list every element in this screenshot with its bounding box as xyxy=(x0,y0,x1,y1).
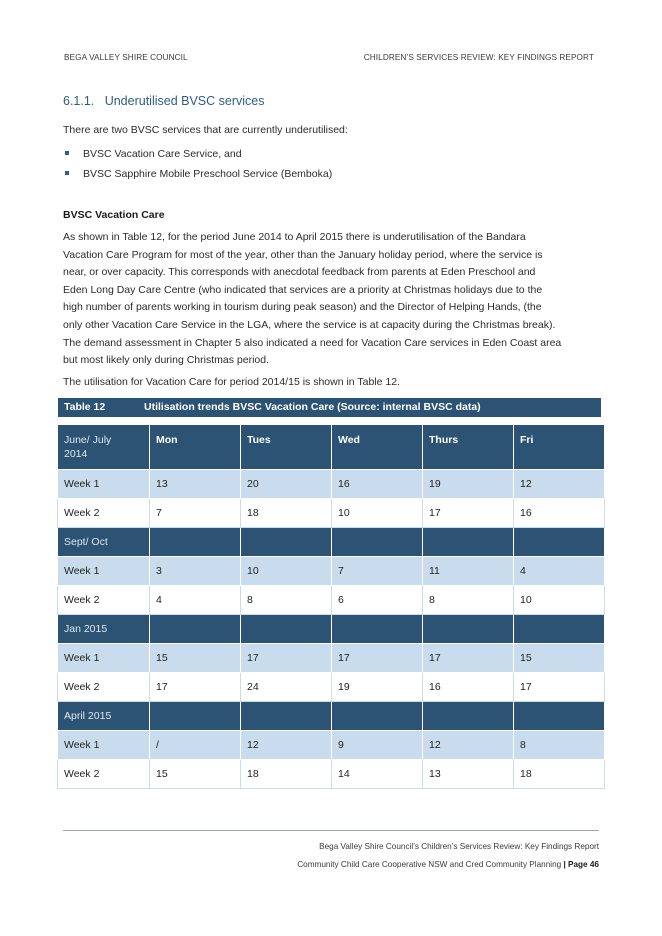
value-cell: 17 xyxy=(241,644,332,673)
empty-cell xyxy=(514,615,605,644)
value-cell: 20 xyxy=(241,470,332,499)
value-cell: 24 xyxy=(241,673,332,702)
running-header-left: BEGA VALLEY SHIRE COUNCIL xyxy=(64,53,188,62)
value-cell: 7 xyxy=(150,499,241,528)
table-caption xyxy=(58,398,601,417)
value-cell: 4 xyxy=(150,586,241,615)
value-cell: 17 xyxy=(423,499,514,528)
empty-cell xyxy=(332,702,423,731)
period-group-row xyxy=(58,528,605,557)
bullet-square-icon xyxy=(65,171,69,175)
value-cell: 13 xyxy=(423,760,514,789)
period-group-row xyxy=(58,702,605,731)
table-row xyxy=(58,470,605,499)
empty-cell xyxy=(150,528,241,557)
running-header-right: CHILDREN’S SERVICES REVIEW: KEY FINDINGS REPORT xyxy=(363,53,594,62)
header-period-line: 2014 xyxy=(64,448,88,460)
value-cell: 11 xyxy=(423,557,514,586)
empty-cell xyxy=(150,615,241,644)
value-cell: 17 xyxy=(514,673,605,702)
value-cell: 12 xyxy=(514,470,605,499)
period-label-cell: Sept/ Oct xyxy=(58,528,150,557)
value-cell: 15 xyxy=(514,644,605,673)
paragraph-line: high number of parents working in tourism during peak season) and the Director of Helping Hands, (the xyxy=(63,301,542,314)
table-row xyxy=(58,499,605,528)
empty-cell xyxy=(423,528,514,557)
value-cell: 4 xyxy=(514,557,605,586)
table-row xyxy=(58,586,605,615)
value-cell: 13 xyxy=(150,470,241,499)
value-cell: 19 xyxy=(332,673,423,702)
value-cell: 12 xyxy=(241,731,332,760)
header-day-cell: Thurs xyxy=(423,425,514,470)
empty-cell xyxy=(423,702,514,731)
value-cell: 12 xyxy=(423,731,514,760)
bullet-text: BVSC Vacation Care Service, and xyxy=(83,148,242,160)
period-label-cell: April 2015 xyxy=(58,702,150,731)
value-cell: 16 xyxy=(332,470,423,499)
value-cell: 10 xyxy=(332,499,423,528)
value-cell: 16 xyxy=(514,499,605,528)
table-caption-text: Utilisation trends BVSC Vacation Care (Source: internal BVSC data) xyxy=(144,401,481,413)
bullet-square-icon xyxy=(65,151,69,155)
week-label-cell: Week 2 xyxy=(58,760,150,789)
empty-cell xyxy=(332,615,423,644)
value-cell: 17 xyxy=(332,644,423,673)
empty-cell xyxy=(241,702,332,731)
value-cell: 9 xyxy=(332,731,423,760)
empty-cell xyxy=(241,615,332,644)
table-row xyxy=(58,644,605,673)
page-number: | Page 46 xyxy=(563,860,599,869)
paragraph-line: The demand assessment in Chapter 5 also indicated a need for Vacation Care services in Eden Coast area xyxy=(63,336,562,349)
week-label-cell: Week 1 xyxy=(58,644,150,673)
value-cell: 18 xyxy=(514,760,605,789)
value-cell: 18 xyxy=(241,499,332,528)
value-cell: 18 xyxy=(241,760,332,789)
value-cell: 8 xyxy=(514,731,605,760)
value-cell: 6 xyxy=(332,586,423,615)
table-caption-number: Table 12 xyxy=(64,401,106,413)
empty-cell xyxy=(514,702,605,731)
table-intro-text: The utilisation for Vacation Care for period 2014/15 is shown in Table 12. xyxy=(63,376,400,388)
empty-cell xyxy=(332,528,423,557)
section-heading: 6.1.1. Underutilised BVSC services xyxy=(63,94,265,108)
footer-credits xyxy=(297,860,599,869)
table-row xyxy=(58,731,605,760)
value-cell: 8 xyxy=(241,586,332,615)
week-label-cell: Week 2 xyxy=(58,499,150,528)
utilisation-table xyxy=(57,424,605,789)
body-paragraph xyxy=(63,229,603,370)
period-label-cell: Jan 2015 xyxy=(58,615,150,644)
week-label-cell: Week 1 xyxy=(58,731,150,760)
bullet-item xyxy=(63,167,332,187)
week-label-cell: Week 2 xyxy=(58,673,150,702)
empty-cell xyxy=(514,528,605,557)
week-label-cell: Week 1 xyxy=(58,470,150,499)
footer-report-title: Bega Valley Shire Council’s Children’s Services Review: Key Findings Report xyxy=(319,842,599,851)
table-row xyxy=(58,760,605,789)
bullet-list xyxy=(63,147,332,187)
header-day-cell: Mon xyxy=(150,425,241,470)
table-header-row xyxy=(58,425,605,470)
paragraph-line: only other Vacation Care Service in the LGA, where the service is at capacity during the Christmas break). xyxy=(63,318,556,331)
header-day-cell: Wed xyxy=(332,425,423,470)
week-label-cell: Week 2 xyxy=(58,586,150,615)
intro-text: There are two BVSC services that are currently underutilised: xyxy=(63,124,348,136)
value-cell: 10 xyxy=(241,557,332,586)
header-period-line: June/ July xyxy=(64,434,112,446)
value-cell: / xyxy=(150,731,241,760)
paragraph-line: Eden Long Day Care Centre (who indicated that services are a priority at Christmas holidays due to the xyxy=(63,283,543,296)
empty-cell xyxy=(423,615,514,644)
empty-cell xyxy=(241,528,332,557)
header-day-cell: Tues xyxy=(241,425,332,470)
paragraph-line: near, or over capacity. This corresponds with anecdotal feedback from parents at Eden Preschool and xyxy=(63,266,536,279)
value-cell: 16 xyxy=(423,673,514,702)
bullet-text: BVSC Sapphire Mobile Preschool Service (Bemboka) xyxy=(83,168,333,180)
value-cell: 15 xyxy=(150,644,241,673)
value-cell: 15 xyxy=(150,760,241,789)
value-cell: 17 xyxy=(150,673,241,702)
paragraph-line: but most likely only during Christmas period. xyxy=(63,354,270,367)
footer-divider xyxy=(63,830,599,831)
header-day-cell: Fri xyxy=(514,425,605,470)
value-cell: 3 xyxy=(150,557,241,586)
week-label-cell: Week 1 xyxy=(58,557,150,586)
footer-authors: Community Child Care Cooperative NSW and Cred Community Planning xyxy=(297,860,562,869)
table-row xyxy=(58,673,605,702)
header-period-cell xyxy=(58,425,150,470)
value-cell: 7 xyxy=(332,557,423,586)
period-group-row xyxy=(58,615,605,644)
value-cell: 14 xyxy=(332,760,423,789)
value-cell: 19 xyxy=(423,470,514,499)
subheading: BVSC Vacation Care xyxy=(63,209,165,221)
paragraph-line: As shown in Table 12, for the period June 2014 to April 2015 there is underutilisation of the Bandara xyxy=(63,231,526,243)
value-cell: 17 xyxy=(423,644,514,673)
paragraph-line: Vacation Care Program for most of the year, other than the January holiday period, where the service is xyxy=(63,248,543,261)
value-cell: 8 xyxy=(423,586,514,615)
empty-cell xyxy=(150,702,241,731)
bullet-item xyxy=(63,147,332,167)
value-cell: 10 xyxy=(514,586,605,615)
table-row xyxy=(58,557,605,586)
